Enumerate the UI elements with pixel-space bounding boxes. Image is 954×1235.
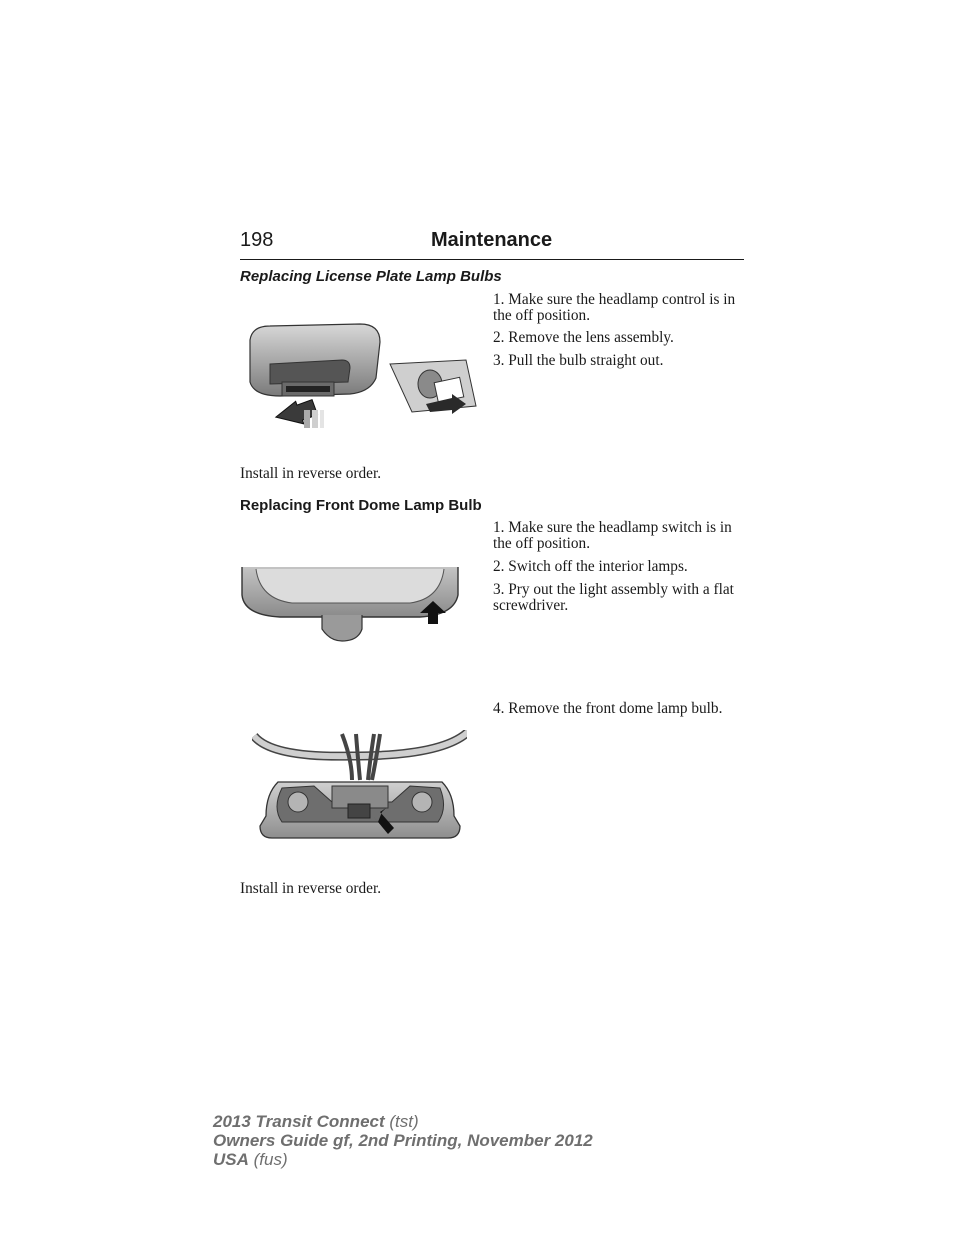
footer-model-code: (tst) (389, 1112, 419, 1131)
dome-lamp-bulb-illustration (252, 730, 467, 840)
install-note-1: Install in reverse order. (240, 465, 382, 482)
footer-imprint (213, 1112, 593, 1169)
footer-printing: Owners Guide gf, 2nd Printing, November 2012 (213, 1131, 593, 1150)
step-4-dome: 4. Remove the front dome lamp bulb. (493, 700, 723, 717)
step-2-dome: 2. Switch off the interior lamps. (493, 558, 688, 575)
section-title-dome-lamp: Replacing Front Dome Lamp Bulb (240, 497, 482, 514)
footer-market: USA (213, 1150, 249, 1169)
chapter-title: Maintenance (431, 229, 553, 251)
step-2-license: 2. Remove the lens assembly. (493, 329, 674, 346)
dome-lamp-illustration (240, 565, 460, 647)
install-note-2: Install in reverse order. (240, 880, 382, 897)
footer-market-code: (fus) (253, 1150, 288, 1169)
section-title-license-plate: Replacing License Plate Lamp Bulbs (240, 268, 502, 285)
step-1-license: 1. Make sure the headlamp control is in the off position. (493, 291, 736, 324)
page-number: 198 (240, 229, 274, 251)
step-1-dome: 1. Make sure the headlamp switch is in the off position. (493, 519, 732, 552)
footer-model: 2013 Transit Connect (213, 1112, 385, 1131)
header-rule (240, 259, 744, 260)
step-3-license: 3. Pull the bulb straight out. (493, 352, 664, 369)
license-plate-lamp-illustration (240, 320, 480, 435)
step-3-dome: 3. Pry out the light assembly with a flat screwdriver. (493, 581, 734, 614)
